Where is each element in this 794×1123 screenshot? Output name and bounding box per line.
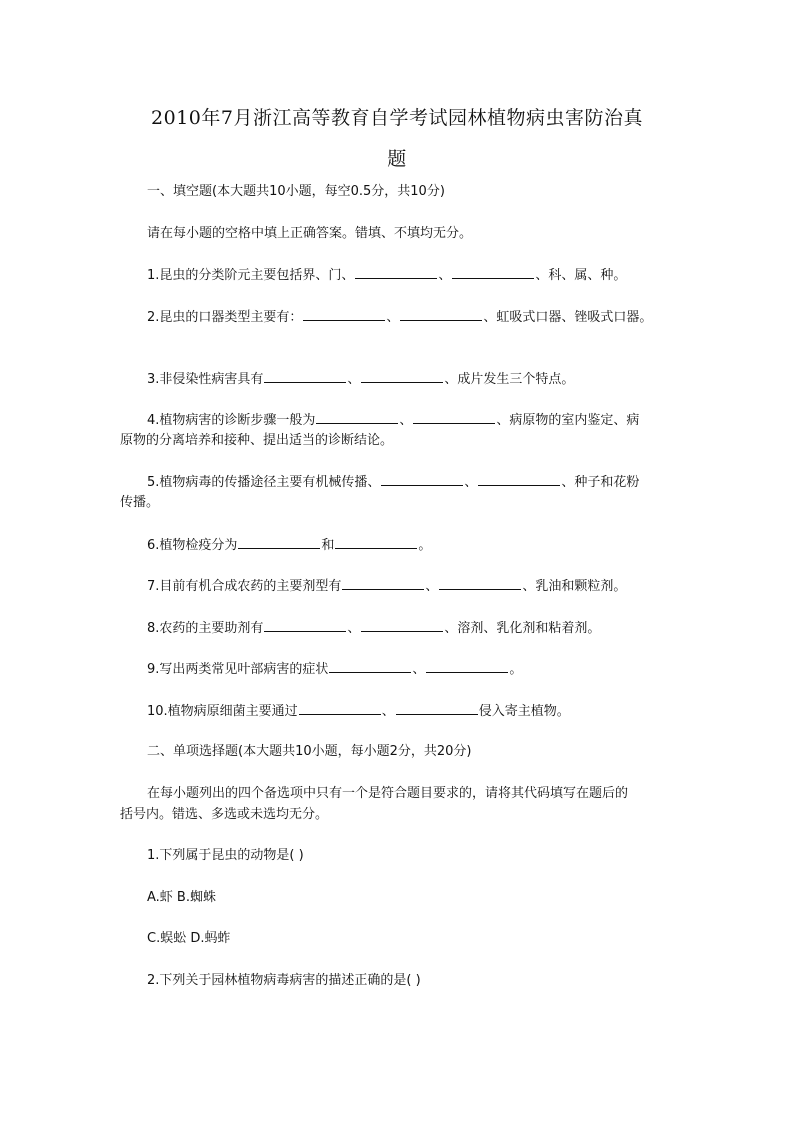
answer-blank[interactable]: [396, 701, 478, 715]
fill-question-4-cont: 原物的分离培养和接种、提出适当的诊断结论。: [120, 433, 394, 448]
answer-blank[interactable]: [426, 659, 508, 673]
answer-blank[interactable]: [335, 535, 417, 549]
answer-blank[interactable]: [264, 618, 346, 632]
question-text: 、: [399, 413, 413, 428]
choice-question-1: 1.下列属于昆虫的动物是( ): [147, 848, 304, 863]
fill-question-9: [120, 659, 707, 680]
section2-instruction-line1: 在每小题列出的四个备选项中只有一个是符合题目要求的，请将其代码填写在题后的: [147, 786, 629, 801]
answer-blank[interactable]: [299, 701, 381, 715]
question-text: 、: [438, 268, 452, 283]
choice-question-1-options-cd: C.蜈蚣 D.蚂蚱: [147, 931, 231, 946]
question-text: 、种子和花粉: [561, 475, 640, 490]
question-text: 侵入寄主植物。: [478, 704, 570, 719]
answer-blank[interactable]: [439, 576, 521, 590]
question-text: 6.植物检疫分为: [147, 538, 238, 553]
answer-blank[interactable]: [329, 659, 411, 673]
fill-question-4: [120, 410, 707, 431]
question-text: 。: [509, 662, 523, 677]
question-text: 、: [425, 579, 439, 594]
answer-blank[interactable]: [264, 369, 346, 383]
question-text: 和: [321, 538, 335, 553]
question-text: 10.植物病原细菌主要通过: [147, 704, 298, 719]
fill-question-6: [120, 535, 707, 556]
answer-blank[interactable]: [400, 307, 482, 321]
question-text: 、病原物的室内鉴定、病: [496, 413, 640, 428]
answer-blank[interactable]: [452, 265, 534, 279]
choice-question-1-options-ab: A.虾 B.蜘蛛: [147, 890, 216, 905]
fill-question-7: [120, 576, 707, 597]
fill-question-5: [120, 472, 707, 493]
answer-blank[interactable]: [361, 618, 443, 632]
question-text: 1.昆虫的分类阶元主要包括界、门、: [147, 268, 355, 283]
section1-heading: 一、填空题(本大题共10小题，每空0.5分，共10分): [147, 184, 445, 199]
answer-blank[interactable]: [381, 472, 463, 486]
question-text: 、: [381, 704, 395, 719]
fill-question-10: [120, 701, 707, 722]
question-text: 2.昆虫的口器类型主要有：: [147, 310, 303, 325]
answer-blank[interactable]: [361, 369, 443, 383]
question-text: 、: [347, 621, 361, 636]
choice-question-2: 2.下列关于园林植物病毒病害的描述正确的是( ): [147, 973, 421, 988]
question-text: 、: [464, 475, 478, 490]
question-text: 9.写出两类常见叶部病害的症状: [147, 662, 329, 677]
fill-question-2: [120, 307, 707, 328]
question-text: 4.植物病害的诊断步骤一般为: [147, 413, 316, 428]
answer-blank[interactable]: [413, 410, 495, 424]
question-text: 、: [412, 662, 426, 677]
exam-title-line2: 题: [387, 148, 407, 170]
question-text: 、溶剂、乳化剂和粘着剂。: [444, 621, 601, 636]
fill-question-1: [120, 265, 707, 286]
question-text: 、: [386, 310, 400, 325]
question-text: 7.目前有机合成农药的主要剂型有: [147, 579, 342, 594]
section2-instruction-line2: 括号内。错选、多选或未选均无分。: [120, 807, 329, 822]
section2-heading: 二、单项选择题(本大题共10小题，每小题2分，共20分): [147, 744, 472, 759]
fill-question-8: [120, 618, 707, 639]
answer-blank[interactable]: [355, 265, 437, 279]
question-text: 、: [347, 372, 361, 387]
fill-question-5-cont: 传播。: [120, 495, 160, 510]
question-text: 、乳油和颗粒剂。: [522, 579, 627, 594]
answer-blank[interactable]: [478, 472, 560, 486]
question-text: 3.非侵染性病害具有: [147, 372, 264, 387]
question-text: 5.植物病毒的传播途径主要有机械传播、: [147, 475, 381, 490]
section1-instruction: 请在每小题的空格中填上正确答案。错填、不填均无分。: [147, 226, 473, 241]
question-text: 8.农药的主要助剂有: [147, 621, 264, 636]
exam-title-line1: 2010年7月浙江高等教育自学考试园林植物病虫害防治真: [151, 107, 643, 129]
question-text: 、成片发生三个特点。: [444, 372, 575, 387]
answer-blank[interactable]: [342, 576, 424, 590]
question-text: 。: [418, 538, 432, 553]
answer-blank[interactable]: [303, 307, 385, 321]
question-text: 、虹吸式口器、锉吸式口器。: [483, 310, 653, 325]
answer-blank[interactable]: [316, 410, 398, 424]
answer-blank[interactable]: [238, 535, 320, 549]
question-text: 、科、属、种。: [535, 268, 627, 283]
fill-question-3: [120, 369, 707, 390]
